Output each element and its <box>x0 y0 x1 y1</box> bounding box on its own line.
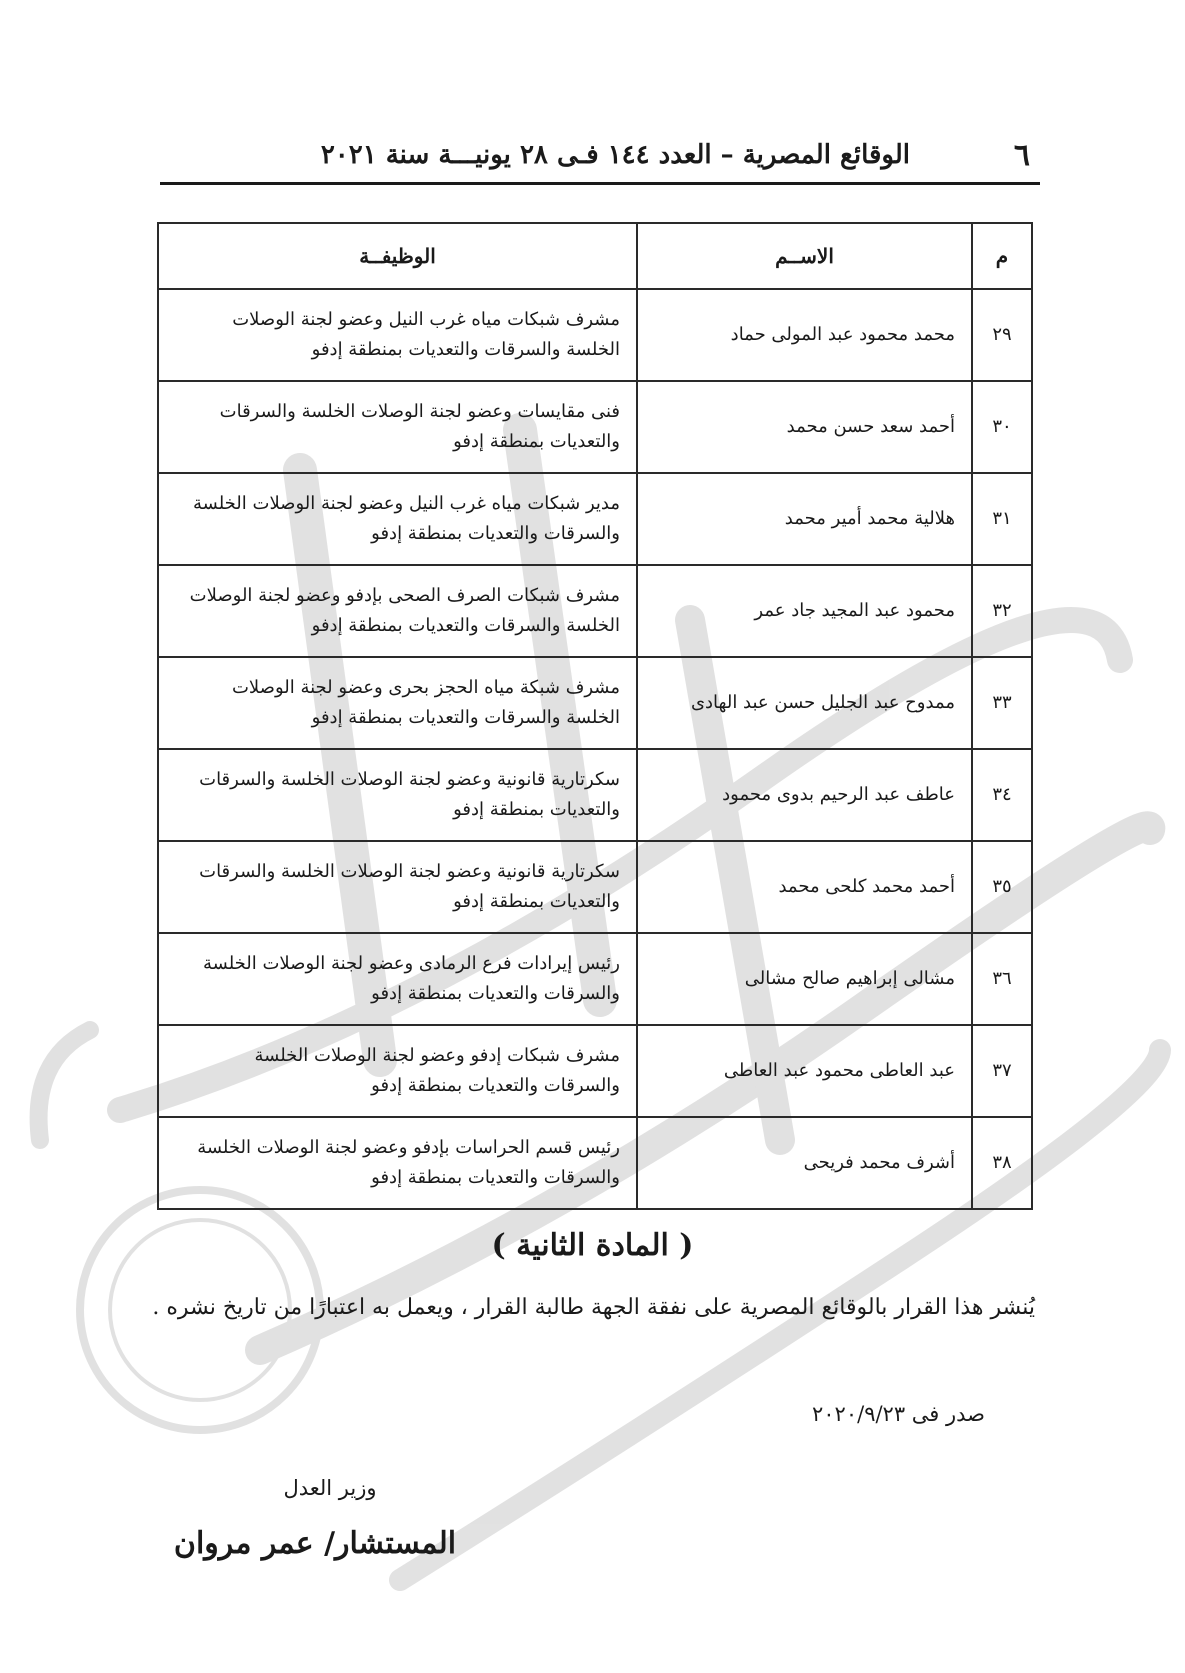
row-job: فنى مقايسات وعضو لجنة الوصلات الخلسة والسرقات والتعديات بمنطقة إدفو <box>158 381 637 473</box>
row-job: مدير شبكات مياه غرب النيل وعضو لجنة الوصلات الخلسة والسرقات والتعديات بمنطقة إدفو <box>158 473 637 565</box>
article-body: يُنشر هذا القرار بالوقائع المصرية على نفقة الجهة طالبة القرار ، ويعمل به اعتبارًا من تاريخ نشره . <box>152 1295 1035 1320</box>
article-heading: ( المادة الثانية ) <box>491 1228 694 1263</box>
page-number: ٦ <box>1013 138 1030 173</box>
column-header-job: الوظيفــة <box>158 223 637 289</box>
row-job: مشرف شبكات الصرف الصحى بإدفو وعضو لجنة الوصلات الخلسة والسرقات والتعديات بمنطقة إدفو <box>158 565 637 657</box>
row-name: أحمد محمد كلحى محمد <box>637 841 972 933</box>
column-header-number: م <box>972 223 1032 289</box>
row-number: ٣٦ <box>972 933 1032 1025</box>
row-job: مشرف شبكات مياه غرب النيل وعضو لجنة الوصلات الخلسة والسرقات والتعديات بمنطقة إدفو <box>158 289 637 381</box>
page-header <box>160 138 1040 185</box>
row-number: ٣١ <box>972 473 1032 565</box>
row-job: رئيس قسم الحراسات بإدفو وعضو لجنة الوصلات الخلسة والسرقات والتعديات بمنطقة إدفو <box>158 1117 637 1209</box>
row-job: مشرف شبكة مياه الحجز بحرى وعضو لجنة الوصلات الخلسة والسرقات والتعديات بمنطقة إدفو <box>158 657 637 749</box>
row-number: ٣٤ <box>972 749 1032 841</box>
row-number: ٣٣ <box>972 657 1032 749</box>
table-row <box>158 565 1032 657</box>
row-name: ممدوح عبد الجليل حسن عبد الهادى <box>637 657 972 749</box>
row-name: عاطف عبد الرحيم بدوى محمود <box>637 749 972 841</box>
table-row <box>158 749 1032 841</box>
minister-title: وزير العدل <box>283 1476 377 1500</box>
row-number: ٣٠ <box>972 381 1032 473</box>
row-number: ٣٢ <box>972 565 1032 657</box>
issue-date: صدر فى ٢٠٢٠/٩/٢٣ <box>812 1402 985 1426</box>
gazette-title: الوقائع المصرية – العدد ١٤٤ فـى ٢٨ يونيـــة سنة ٢٠٢١ <box>320 140 910 170</box>
table-row <box>158 1117 1032 1209</box>
row-job: سكرتارية قانونية وعضو لجنة الوصلات الخلسة والسرقات والتعديات بمنطقة إدفو <box>158 841 637 933</box>
row-name: أحمد سعد حسن محمد <box>637 381 972 473</box>
table-header-row <box>158 223 1032 289</box>
row-number: ٢٩ <box>972 289 1032 381</box>
row-name: محمد محمود عبد المولى حماد <box>637 289 972 381</box>
table-row <box>158 933 1032 1025</box>
row-number: ٣٥ <box>972 841 1032 933</box>
table-row <box>158 289 1032 381</box>
row-name: مشالى إبراهيم صالح مشالى <box>637 933 972 1025</box>
minister-signature: المستشار/ عمر مروان <box>173 1526 457 1561</box>
table-row <box>158 1025 1032 1117</box>
column-header-name: الاســم <box>637 223 972 289</box>
row-name: محمود عبد المجيد جاد عمر <box>637 565 972 657</box>
table-row <box>158 473 1032 565</box>
row-job: سكرتارية قانونية وعضو لجنة الوصلات الخلسة والسرقات والتعديات بمنطقة إدفو <box>158 749 637 841</box>
row-name: أشرف محمد فريحى <box>637 1117 972 1209</box>
row-number: ٣٧ <box>972 1025 1032 1117</box>
table-row <box>158 381 1032 473</box>
committee-table <box>157 222 1033 1210</box>
row-job: مشرف شبكات إدفو وعضو لجنة الوصلات الخلسة والسرقات والتعديات بمنطقة إدفو <box>158 1025 637 1117</box>
row-name: عبد العاطى محمود عبد العاطى <box>637 1025 972 1117</box>
table-row <box>158 657 1032 749</box>
row-number: ٣٨ <box>972 1117 1032 1209</box>
row-name: هلالية محمد أمير محمد <box>637 473 972 565</box>
table-row <box>158 841 1032 933</box>
row-job: رئيس إيرادات فرع الرمادى وعضو لجنة الوصلات الخلسة والسرقات والتعديات بمنطقة إدفو <box>158 933 637 1025</box>
